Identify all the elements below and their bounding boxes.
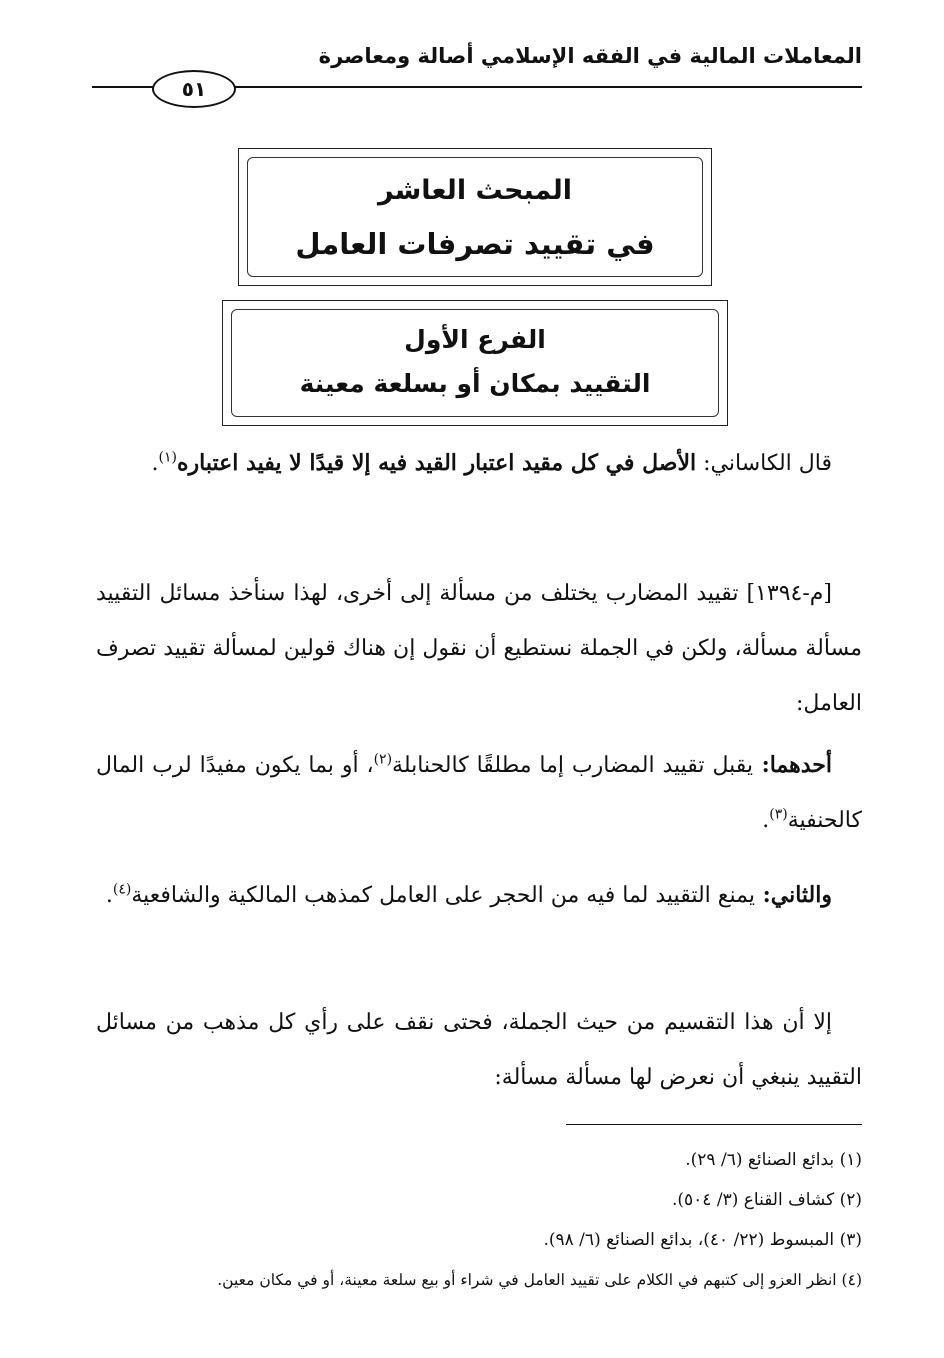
footnote-ref: (٣): [769, 806, 788, 823]
opinion-label: أحدهما:: [753, 752, 832, 778]
running-header: المعاملات المالية في الفقه الإسلامي أصالة ومعاصرة: [318, 44, 862, 68]
paragraph-kasani-quote: [96, 436, 862, 491]
chapter-title-box: [238, 148, 712, 286]
footnote-text: انظر العزو إلى كتبهم في الكلام على تقييد العامل في شراء أو بيع سلعة معينة، أو في مكان معين.: [217, 1271, 837, 1289]
footnote-4: [96, 1260, 862, 1300]
paragraph-second-opinion: [96, 868, 862, 923]
paragraph-tail: .: [105, 883, 113, 908]
paragraph-lead: قال الكاساني:: [696, 451, 832, 476]
paragraph-tail: .: [151, 451, 159, 476]
footnote-separator: [566, 1124, 862, 1125]
paragraph-text: ، أو بما يكون مفيدًا لرب المال كالحنفية: [96, 753, 862, 833]
paragraph-tail: .: [762, 808, 770, 833]
footnote-text: المبسوط (٢٢/ ٤٠)، بدائع الصنائع (٦/ ٩٨).: [543, 1230, 835, 1250]
footnote-number: (٤): [841, 1271, 862, 1289]
footnote-number: (١): [839, 1150, 862, 1170]
paragraph-text: إلا أن هذا التقسيم من حيث الجملة، فحتى نقف على رأي كل مذهب من مسائل التقييد ينبغي أن نعرض لها مسألة مسألة:: [96, 1010, 862, 1090]
quoted-rule: الأصل في كل مقيد اعتبار القيد فيه إلا قيدًا لا يفيد اعتباره: [177, 450, 697, 476]
footnote-3: [96, 1220, 862, 1260]
paragraph-text: يمنع التقييد لما فيه من الحجر على العامل كمذهب المالكية والشافعية: [131, 883, 755, 908]
section-title-box: [222, 300, 728, 426]
footnote-ref: (١): [158, 449, 178, 466]
footnote-text: كشاف القناع (٣/ ٥٠٤).: [671, 1190, 835, 1210]
opinion-label: والثاني:: [754, 882, 832, 908]
footnotes: [96, 1140, 862, 1300]
section-subtitle: التقييد بمكان أو بسلعة معينة: [299, 369, 651, 398]
footnote-ref: (٤): [112, 881, 132, 898]
paragraph-text: [م-١٣٩٤] تقييد المضارب يختلف من مسألة إلى أخرى، لهذا سنأخذ مسائل التقييد مسألة مسألة، ولكن في الجملة نستطيع أن نقول إن هناك قولين لمسألة تقييد تصرف العامل:: [96, 581, 862, 716]
footnote-ref: (٢): [373, 751, 393, 768]
page-number: ٥١: [152, 70, 236, 108]
chapter-subtitle: في تقييد تصرفات العامل: [295, 227, 655, 261]
paragraph-issue-intro: [96, 566, 862, 731]
section-title: الفرع الأول: [404, 325, 546, 354]
footnote-number: (٢): [839, 1190, 862, 1210]
paragraph-text: يقبل تقييد المضارب إما مطلقًا كالحنابلة: [392, 753, 754, 778]
footnote-text: بدائع الصنائع (٦/ ٢٩).: [685, 1150, 835, 1170]
footnote-number: (٣): [839, 1230, 862, 1250]
chapter-title: المبحث العاشر: [377, 175, 573, 206]
footnote-2: [96, 1180, 862, 1220]
paragraph-conclusion: [96, 995, 862, 1105]
footnote-1: [96, 1140, 862, 1180]
paragraph-first-opinion: [96, 738, 862, 848]
